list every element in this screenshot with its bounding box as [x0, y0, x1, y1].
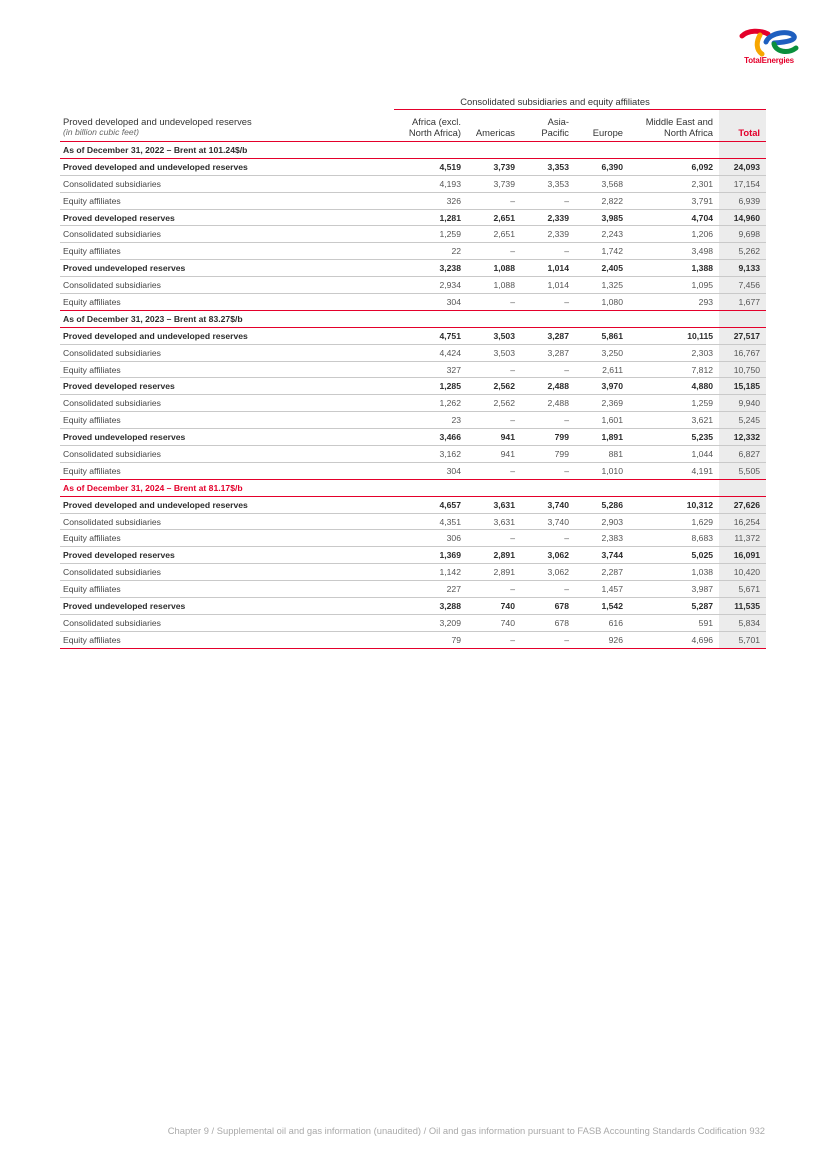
row-value: 3,970 — [575, 378, 629, 395]
row-value: 2,934 — [394, 277, 467, 294]
row-value: 1,088 — [467, 260, 521, 277]
table-row — [60, 395, 766, 412]
group-header-total-spacer — [719, 94, 766, 110]
col-africa — [394, 110, 467, 142]
row-label: Equity affiliates — [60, 462, 394, 479]
row-value: 678 — [521, 614, 575, 631]
row-value: 3,568 — [575, 175, 629, 192]
row-label: Consolidated subsidiaries — [60, 564, 394, 581]
reserves-table — [60, 94, 766, 649]
row-value: 1,457 — [575, 581, 629, 598]
row-value: 4,704 — [629, 209, 719, 226]
row-value: 2,891 — [467, 564, 521, 581]
row-value: 2,301 — [629, 175, 719, 192]
row-value: – — [467, 192, 521, 209]
col-mideast-line1: Middle East and — [645, 116, 714, 127]
row-value: 306 — [394, 530, 467, 547]
table-row — [60, 631, 766, 648]
row-value: 22 — [394, 243, 467, 260]
row-value: 1,259 — [629, 395, 719, 412]
col-asia-line2: Pacific — [541, 127, 569, 138]
row-label: Equity affiliates — [60, 412, 394, 429]
row-label: Consolidated subsidiaries — [60, 513, 394, 530]
row-value: 79 — [394, 631, 467, 648]
row-value: 616 — [575, 614, 629, 631]
row-value: 799 — [521, 429, 575, 446]
row-value: 4,424 — [394, 344, 467, 361]
row-value: 3,739 — [467, 175, 521, 192]
table-row — [60, 361, 766, 378]
row-total-value: 11,535 — [719, 598, 766, 615]
row-label: Proved undeveloped reserves — [60, 429, 394, 446]
row-value: 4,351 — [394, 513, 467, 530]
row-value: – — [521, 192, 575, 209]
row-label: Proved developed and undeveloped reserves — [60, 496, 394, 513]
row-value: – — [521, 631, 575, 648]
row-value: 3,353 — [521, 175, 575, 192]
table-row — [60, 530, 766, 547]
row-value: 1,742 — [575, 243, 629, 260]
col-asia-line1: Asia- — [547, 116, 569, 127]
row-value: 2,891 — [467, 547, 521, 564]
row-value: 591 — [629, 614, 719, 631]
row-total-value: 16,091 — [719, 547, 766, 564]
row-value: 926 — [575, 631, 629, 648]
row-value: 1,369 — [394, 547, 467, 564]
row-value: 3,288 — [394, 598, 467, 615]
page-footer: Chapter 9 / Supplemental oil and gas information (unaudited) / Oil and gas information pursuant to FASB Accounting Standards Codification 932 — [167, 1125, 765, 1136]
row-total-value: 10,420 — [719, 564, 766, 581]
row-value: 3,466 — [394, 429, 467, 446]
row-value: 4,191 — [629, 462, 719, 479]
section-header-row — [60, 310, 766, 327]
row-value: 3,985 — [575, 209, 629, 226]
row-value: 23 — [394, 412, 467, 429]
group-header: Consolidated subsidiaries and equity affiliates — [394, 94, 719, 110]
table-row — [60, 378, 766, 395]
section-header-row — [60, 142, 766, 159]
section-header-row — [60, 479, 766, 496]
row-value: 2,303 — [629, 344, 719, 361]
row-value: 293 — [629, 294, 719, 311]
table-row — [60, 598, 766, 615]
row-value: – — [521, 581, 575, 598]
row-value: 6,092 — [629, 158, 719, 175]
row-value: 4,519 — [394, 158, 467, 175]
row-label: Consolidated subsidiaries — [60, 344, 394, 361]
row-label: Equity affiliates — [60, 631, 394, 648]
row-value: 3,062 — [521, 564, 575, 581]
row-total-value: 9,698 — [719, 226, 766, 243]
row-label: Proved developed and undeveloped reserves — [60, 327, 394, 344]
row-value: 1,206 — [629, 226, 719, 243]
row-value: – — [521, 243, 575, 260]
row-value: 1,388 — [629, 260, 719, 277]
row-value: 3,740 — [521, 513, 575, 530]
row-total-value: 5,701 — [719, 631, 766, 648]
row-value: 5,287 — [629, 598, 719, 615]
row-value: 3,209 — [394, 614, 467, 631]
table-row — [60, 192, 766, 209]
table-row — [60, 564, 766, 581]
row-total-value: 5,262 — [719, 243, 766, 260]
row-value: – — [467, 530, 521, 547]
row-value: 3,621 — [629, 412, 719, 429]
row-value: 941 — [467, 429, 521, 446]
row-value: – — [467, 581, 521, 598]
row-value: 1,601 — [575, 412, 629, 429]
row-value: 3,353 — [521, 158, 575, 175]
col-asia — [521, 110, 575, 142]
row-value: 3,498 — [629, 243, 719, 260]
section-total-spacer — [719, 142, 766, 159]
row-value: 4,193 — [394, 175, 467, 192]
row-value: 3,791 — [629, 192, 719, 209]
row-total-value: 14,960 — [719, 209, 766, 226]
row-value: 1,088 — [467, 277, 521, 294]
row-total-value: 5,671 — [719, 581, 766, 598]
row-value: 3,287 — [521, 344, 575, 361]
row-label: Consolidated subsidiaries — [60, 395, 394, 412]
row-value: – — [521, 361, 575, 378]
row-value: 1,281 — [394, 209, 467, 226]
table-row — [60, 581, 766, 598]
row-value: 2,287 — [575, 564, 629, 581]
row-value: 2,611 — [575, 361, 629, 378]
row-value: 7,812 — [629, 361, 719, 378]
row-value: 3,062 — [521, 547, 575, 564]
table-row — [60, 158, 766, 175]
table-row — [60, 277, 766, 294]
row-total-value: 12,332 — [719, 429, 766, 446]
row-value: 1,080 — [575, 294, 629, 311]
row-label: Proved developed reserves — [60, 209, 394, 226]
col-mideast — [629, 110, 719, 142]
row-total-value: 16,254 — [719, 513, 766, 530]
row-total-value: 24,093 — [719, 158, 766, 175]
table-row — [60, 412, 766, 429]
row-value: – — [521, 294, 575, 311]
row-value: 4,696 — [629, 631, 719, 648]
row-value: 1,038 — [629, 564, 719, 581]
header-spacer — [60, 94, 394, 110]
row-label: Consolidated subsidiaries — [60, 226, 394, 243]
row-total-value: 5,505 — [719, 462, 766, 479]
row-value: 1,010 — [575, 462, 629, 479]
row-value: 8,683 — [629, 530, 719, 547]
row-label: Equity affiliates — [60, 581, 394, 598]
table-row — [60, 429, 766, 446]
table-row — [60, 496, 766, 513]
table-row — [60, 175, 766, 192]
row-value: – — [467, 412, 521, 429]
row-value: 740 — [467, 598, 521, 615]
row-value: – — [467, 631, 521, 648]
row-value: 2,369 — [575, 395, 629, 412]
brand-name: TotalEnergies — [744, 56, 794, 65]
row-value: 3,250 — [575, 344, 629, 361]
table-row — [60, 344, 766, 361]
row-total-value: 9,940 — [719, 395, 766, 412]
row-value: 941 — [467, 446, 521, 463]
row-value: 2,562 — [467, 395, 521, 412]
section-total-spacer — [719, 479, 766, 496]
row-value: 5,861 — [575, 327, 629, 344]
table-row — [60, 462, 766, 479]
row-value: 2,243 — [575, 226, 629, 243]
row-value: 5,235 — [629, 429, 719, 446]
row-value: 10,115 — [629, 327, 719, 344]
row-value: 3,631 — [467, 513, 521, 530]
row-value: 3,631 — [467, 496, 521, 513]
table-row — [60, 209, 766, 226]
row-value: – — [521, 412, 575, 429]
row-label: Consolidated subsidiaries — [60, 175, 394, 192]
row-value: 1,891 — [575, 429, 629, 446]
row-value: – — [467, 294, 521, 311]
row-label: Consolidated subsidiaries — [60, 277, 394, 294]
table-row — [60, 446, 766, 463]
row-label: Consolidated subsidiaries — [60, 614, 394, 631]
table-unit: (in billion cubic feet) — [63, 127, 139, 137]
row-value: 5,286 — [575, 496, 629, 513]
row-value: 2,383 — [575, 530, 629, 547]
row-value: 5,025 — [629, 547, 719, 564]
row-total-value: 16,767 — [719, 344, 766, 361]
section-title: As of December 31, 2023 – Brent at 83.27$/b — [60, 310, 719, 327]
row-label: Proved developed and undeveloped reserves — [60, 158, 394, 175]
row-value: 2,651 — [467, 226, 521, 243]
row-value: 6,390 — [575, 158, 629, 175]
row-value: 1,014 — [521, 277, 575, 294]
row-value: 1,285 — [394, 378, 467, 395]
row-value: 3,740 — [521, 496, 575, 513]
row-total-value: 10,750 — [719, 361, 766, 378]
row-value: 2,903 — [575, 513, 629, 530]
row-total-value: 6,939 — [719, 192, 766, 209]
row-value: 10,312 — [629, 496, 719, 513]
row-value: 1,095 — [629, 277, 719, 294]
row-value: 2,651 — [467, 209, 521, 226]
row-value: 2,339 — [521, 209, 575, 226]
row-value: 3,503 — [467, 327, 521, 344]
row-value: 304 — [394, 294, 467, 311]
row-value: 740 — [467, 614, 521, 631]
row-value: 3,162 — [394, 446, 467, 463]
table-body — [60, 142, 766, 649]
row-value: 1,325 — [575, 277, 629, 294]
row-total-value: 5,245 — [719, 412, 766, 429]
row-value: 4,880 — [629, 378, 719, 395]
row-value: 1,142 — [394, 564, 467, 581]
row-value: 1,014 — [521, 260, 575, 277]
row-value: 678 — [521, 598, 575, 615]
col-total: Total — [719, 110, 766, 142]
table-row — [60, 226, 766, 243]
row-label: Proved developed reserves — [60, 547, 394, 564]
col-africa-line1: Africa (excl. — [412, 116, 461, 127]
row-value: 3,238 — [394, 260, 467, 277]
table-row — [60, 614, 766, 631]
row-value: – — [467, 243, 521, 260]
row-label: Equity affiliates — [60, 243, 394, 260]
row-value: 2,562 — [467, 378, 521, 395]
row-value: 799 — [521, 446, 575, 463]
row-value: 1,542 — [575, 598, 629, 615]
row-total-value: 27,626 — [719, 496, 766, 513]
row-value: 2,488 — [521, 395, 575, 412]
row-value: – — [467, 462, 521, 479]
row-value: 304 — [394, 462, 467, 479]
section-title: As of December 31, 2024 – Brent at 81.17$/b — [60, 479, 719, 496]
row-value: 3,744 — [575, 547, 629, 564]
row-total-value: 7,456 — [719, 277, 766, 294]
row-value: 2,405 — [575, 260, 629, 277]
section-title: As of December 31, 2022 – Brent at 101.24$/b — [60, 142, 719, 159]
row-label: Consolidated subsidiaries — [60, 446, 394, 463]
table-row — [60, 260, 766, 277]
row-total-value: 5,834 — [719, 614, 766, 631]
row-value: 1,262 — [394, 395, 467, 412]
col-europe: Europe — [575, 110, 629, 142]
row-value: 326 — [394, 192, 467, 209]
row-value: 2,339 — [521, 226, 575, 243]
row-value: 3,739 — [467, 158, 521, 175]
row-total-value: 15,185 — [719, 378, 766, 395]
row-total-value: 27,517 — [719, 327, 766, 344]
row-value: 3,503 — [467, 344, 521, 361]
row-value: 4,751 — [394, 327, 467, 344]
col-mideast-line2: North Africa — [664, 127, 714, 138]
row-value: 3,987 — [629, 581, 719, 598]
row-value: – — [521, 462, 575, 479]
row-value: 2,488 — [521, 378, 575, 395]
row-total-value: 6,827 — [719, 446, 766, 463]
table-row — [60, 294, 766, 311]
table-row — [60, 327, 766, 344]
row-value: 1,629 — [629, 513, 719, 530]
row-total-value: 9,133 — [719, 260, 766, 277]
row-label: Proved developed reserves — [60, 378, 394, 395]
col-americas: Americas — [467, 110, 521, 142]
row-value: – — [467, 361, 521, 378]
row-value: 1,044 — [629, 446, 719, 463]
row-value: 4,657 — [394, 496, 467, 513]
row-label: Equity affiliates — [60, 192, 394, 209]
row-total-value: 1,677 — [719, 294, 766, 311]
table-title-cell — [60, 110, 394, 142]
col-africa-line2: North Africa) — [408, 127, 461, 138]
row-value: 881 — [575, 446, 629, 463]
table-row — [60, 547, 766, 564]
row-label: Proved undeveloped reserves — [60, 260, 394, 277]
row-value: 1,259 — [394, 226, 467, 243]
row-value: 327 — [394, 361, 467, 378]
row-label: Equity affiliates — [60, 361, 394, 378]
row-value: – — [521, 530, 575, 547]
table-row — [60, 243, 766, 260]
row-value: 227 — [394, 581, 467, 598]
row-value: 3,287 — [521, 327, 575, 344]
row-value: 2,822 — [575, 192, 629, 209]
row-total-value: 17,154 — [719, 175, 766, 192]
row-label: Equity affiliates — [60, 530, 394, 547]
row-total-value: 11,372 — [719, 530, 766, 547]
table-row — [60, 513, 766, 530]
row-label: Equity affiliates — [60, 294, 394, 311]
row-label: Proved undeveloped reserves — [60, 598, 394, 615]
section-total-spacer — [719, 310, 766, 327]
table-title: Proved developed and undeveloped reserves — [63, 116, 252, 127]
